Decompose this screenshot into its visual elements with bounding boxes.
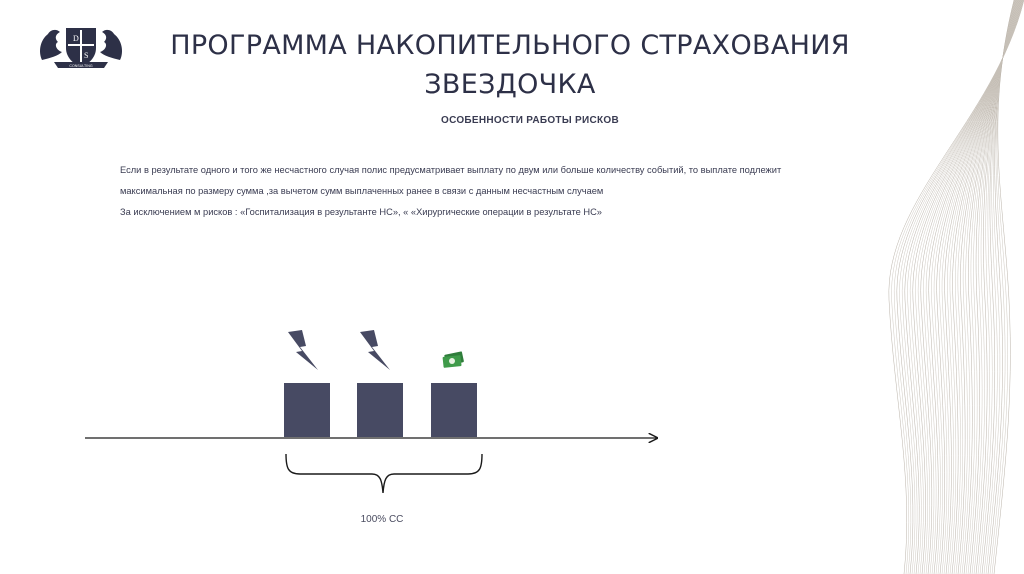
event-block-2 bbox=[357, 383, 403, 437]
brace-caption: 100% СС bbox=[360, 514, 404, 525]
slide-title-line-1: ПРОГРАММА НАКОПИТЕЛЬНОГО СТРАХОВАНИЯ bbox=[170, 30, 850, 61]
lightning-icon bbox=[288, 330, 318, 370]
event-block-3 bbox=[431, 383, 477, 437]
event-block-1 bbox=[284, 383, 330, 437]
logo-letter-d: D bbox=[73, 34, 79, 43]
paragraph-line-2: максимальная по размеру сумма ,за вычетом сумм выплаченных ранее в связи с данным несчастным случаем bbox=[120, 186, 604, 196]
money-icon bbox=[443, 351, 465, 368]
paragraph-line-3: За исключением м рисков : «Госпитализация в результанте НС», « «Хирургические операции в результате НС» bbox=[120, 207, 602, 217]
paragraph-line-1: Если в результате одного и того же несчастного случая полис предусматривает выплату по двум или больше количеству событий, то выплате подлежит bbox=[120, 165, 782, 175]
curly-brace bbox=[286, 454, 482, 493]
slide-title-line-2: ЗВЕЗДОЧКА bbox=[424, 69, 596, 100]
slide-subtitle: ОСОБЕННОСТИ РАБОТЫ РИСКОВ bbox=[441, 115, 619, 126]
logo-banner-text: CONSULTING bbox=[69, 64, 93, 68]
lightning-icon bbox=[360, 330, 390, 370]
logo-letter-s: S bbox=[84, 51, 89, 60]
